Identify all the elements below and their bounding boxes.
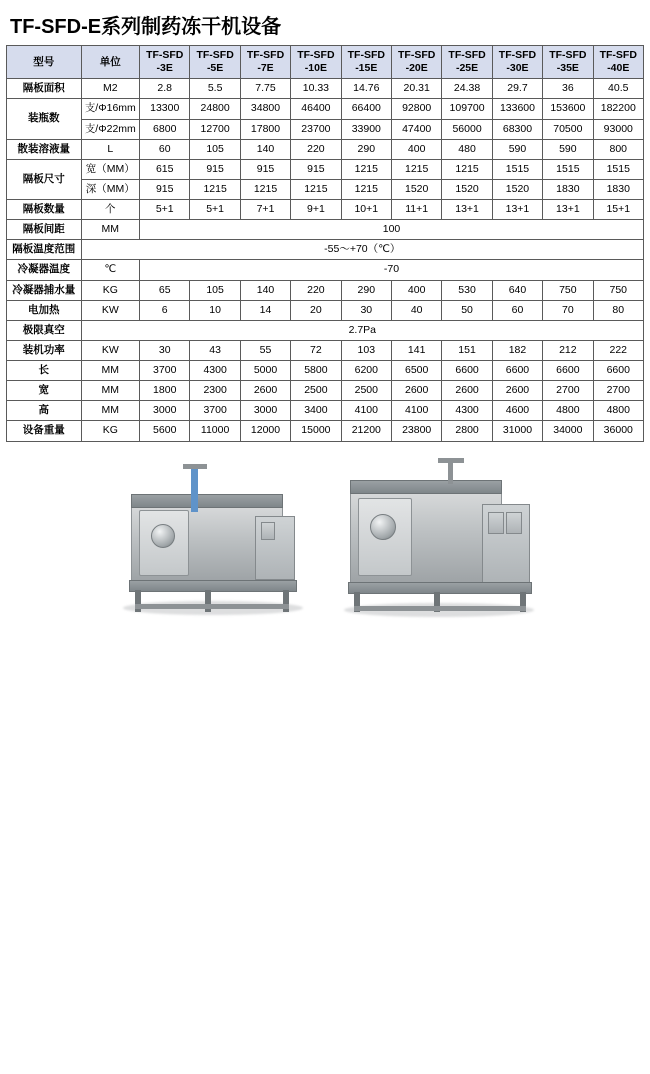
cell-merged: -70 bbox=[140, 260, 644, 280]
cell: 5+1 bbox=[190, 200, 240, 220]
row-label: 隔板数量 bbox=[7, 200, 82, 220]
cell: 23700 bbox=[291, 119, 341, 139]
cell: 60 bbox=[140, 139, 190, 159]
cell: 4300 bbox=[190, 361, 240, 381]
cell: 915 bbox=[291, 159, 341, 179]
cell: 47400 bbox=[391, 119, 441, 139]
cell: 66400 bbox=[341, 99, 391, 119]
cell: 14.76 bbox=[341, 79, 391, 99]
cell: 4800 bbox=[543, 401, 593, 421]
table-row bbox=[7, 401, 644, 421]
cell: 11+1 bbox=[391, 200, 441, 220]
table-row bbox=[7, 179, 644, 199]
freeze-dryer-photo-left bbox=[105, 452, 320, 627]
frame-rail bbox=[354, 606, 526, 611]
header-model-6: TF-SFD -25E bbox=[442, 46, 492, 79]
row-unit: M2 bbox=[81, 79, 139, 99]
cell: 212 bbox=[543, 340, 593, 360]
row-unit: ℃ bbox=[81, 260, 139, 280]
row-label: 极限真空 bbox=[7, 320, 82, 340]
cell: 290 bbox=[341, 280, 391, 300]
table-row bbox=[7, 320, 644, 340]
header-model-0: TF-SFD -3E bbox=[140, 46, 190, 79]
cell: 1515 bbox=[593, 159, 643, 179]
row-unit: KG bbox=[81, 280, 139, 300]
cell: 1520 bbox=[442, 179, 492, 199]
cell: 65 bbox=[140, 280, 190, 300]
row-label: 设备重量 bbox=[7, 421, 82, 441]
cell: 1520 bbox=[391, 179, 441, 199]
cell: 530 bbox=[442, 280, 492, 300]
cell: 915 bbox=[240, 159, 290, 179]
row-unit: MM bbox=[81, 381, 139, 401]
cell: 29.7 bbox=[492, 79, 542, 99]
base-frame bbox=[129, 580, 297, 592]
cell: 480 bbox=[442, 139, 492, 159]
specification-table bbox=[6, 45, 644, 442]
cell: 2.8 bbox=[140, 79, 190, 99]
row-label: 散装溶液量 bbox=[7, 139, 82, 159]
door-porthole-icon bbox=[370, 514, 396, 540]
cell: 400 bbox=[391, 139, 441, 159]
cell: 55 bbox=[240, 340, 290, 360]
cell: 3700 bbox=[140, 361, 190, 381]
cell: 7.75 bbox=[240, 79, 290, 99]
header-model: 型号 bbox=[7, 46, 82, 79]
cell: 2300 bbox=[190, 381, 240, 401]
cell: 93000 bbox=[593, 119, 643, 139]
table-row bbox=[7, 159, 644, 179]
cell: 80 bbox=[593, 300, 643, 320]
cell-merged: 2.7Pa bbox=[81, 320, 643, 340]
table-row bbox=[7, 260, 644, 280]
header-model-8: TF-SFD -35E bbox=[543, 46, 593, 79]
cell: 15+1 bbox=[593, 200, 643, 220]
cell: 40.5 bbox=[593, 79, 643, 99]
cell: 6500 bbox=[391, 361, 441, 381]
cell: 3400 bbox=[291, 401, 341, 421]
cell: 60 bbox=[492, 300, 542, 320]
panel-detail bbox=[261, 522, 275, 540]
table-row bbox=[7, 300, 644, 320]
cell: 13+1 bbox=[442, 200, 492, 220]
row-label: 装机功率 bbox=[7, 340, 82, 360]
table-row bbox=[7, 421, 644, 441]
pipe-cap bbox=[438, 458, 464, 463]
cell: 17800 bbox=[240, 119, 290, 139]
header-model-4: TF-SFD -15E bbox=[341, 46, 391, 79]
cell: 133600 bbox=[492, 99, 542, 119]
header-unit: 单位 bbox=[81, 46, 139, 79]
cell: 36000 bbox=[593, 421, 643, 441]
cell: 2800 bbox=[442, 421, 492, 441]
cell: 15000 bbox=[291, 421, 341, 441]
table-row bbox=[7, 139, 644, 159]
header-model-7: TF-SFD -30E bbox=[492, 46, 542, 79]
cell: 222 bbox=[593, 340, 643, 360]
panel-detail bbox=[506, 512, 522, 534]
cell: 5.5 bbox=[190, 79, 240, 99]
cell: 33900 bbox=[341, 119, 391, 139]
frame-rail bbox=[135, 604, 289, 609]
cell: 590 bbox=[543, 139, 593, 159]
row-unit: MM bbox=[81, 361, 139, 381]
table-row bbox=[7, 340, 644, 360]
cell: 1515 bbox=[492, 159, 542, 179]
row-unit: KW bbox=[81, 340, 139, 360]
cell-merged: 100 bbox=[140, 220, 644, 240]
cell: 2500 bbox=[291, 381, 341, 401]
cell: 153600 bbox=[543, 99, 593, 119]
cell: 182200 bbox=[593, 99, 643, 119]
cell: 3700 bbox=[190, 401, 240, 421]
cell: 4600 bbox=[492, 401, 542, 421]
cell: 1520 bbox=[492, 179, 542, 199]
cell-merged: -55～+70（℃） bbox=[81, 240, 643, 260]
product-photos bbox=[6, 452, 644, 627]
page-title: TF-SFD-E系列制药冻干机设备 bbox=[10, 16, 282, 38]
cell: 20.31 bbox=[391, 79, 441, 99]
row-label: 装瓶数 bbox=[7, 99, 82, 139]
cell: 915 bbox=[140, 179, 190, 199]
cell: 1830 bbox=[593, 179, 643, 199]
cell: 34800 bbox=[240, 99, 290, 119]
header-model-3: TF-SFD -10E bbox=[291, 46, 341, 79]
cell: 5800 bbox=[291, 361, 341, 381]
cell: 13+1 bbox=[543, 200, 593, 220]
table-row bbox=[7, 200, 644, 220]
cell: 2500 bbox=[341, 381, 391, 401]
cell: 13300 bbox=[140, 99, 190, 119]
header-model-1: TF-SFD -5E bbox=[190, 46, 240, 79]
cell: 182 bbox=[492, 340, 542, 360]
cell: 2700 bbox=[593, 381, 643, 401]
cell: 30 bbox=[341, 300, 391, 320]
row-unit: 宽（MM） bbox=[81, 159, 139, 179]
cell: 590 bbox=[492, 139, 542, 159]
cell: 1515 bbox=[543, 159, 593, 179]
cell: 140 bbox=[240, 139, 290, 159]
cell: 103 bbox=[341, 340, 391, 360]
cell: 6600 bbox=[492, 361, 542, 381]
cell: 31000 bbox=[492, 421, 542, 441]
cell: 1215 bbox=[442, 159, 492, 179]
row-unit: KG bbox=[81, 421, 139, 441]
cell: 43 bbox=[190, 340, 240, 360]
cell: 10+1 bbox=[341, 200, 391, 220]
row-unit: L bbox=[81, 139, 139, 159]
table-row bbox=[7, 79, 644, 99]
row-label: 冷凝器捕水量 bbox=[7, 280, 82, 300]
cell: 3000 bbox=[240, 401, 290, 421]
cell: 1830 bbox=[543, 179, 593, 199]
pipe-cap bbox=[183, 464, 207, 469]
cell: 40 bbox=[391, 300, 441, 320]
cell: 400 bbox=[391, 280, 441, 300]
cell: 1215 bbox=[341, 179, 391, 199]
cell: 1215 bbox=[391, 159, 441, 179]
row-label: 隔板温度范围 bbox=[7, 240, 82, 260]
vent-pipe bbox=[448, 460, 453, 484]
cell: 2600 bbox=[240, 381, 290, 401]
cell: 4100 bbox=[341, 401, 391, 421]
cell: 1215 bbox=[291, 179, 341, 199]
header-model-9: TF-SFD -40E bbox=[593, 46, 643, 79]
table-row bbox=[7, 361, 644, 381]
cell: 141 bbox=[391, 340, 441, 360]
chamber-top bbox=[350, 480, 502, 494]
cell: 92800 bbox=[391, 99, 441, 119]
cell: 50 bbox=[442, 300, 492, 320]
cell: 70500 bbox=[543, 119, 593, 139]
cell: 640 bbox=[492, 280, 542, 300]
cell: 105 bbox=[190, 280, 240, 300]
cell: 11000 bbox=[190, 421, 240, 441]
cell: 2700 bbox=[543, 381, 593, 401]
cell: 2600 bbox=[391, 381, 441, 401]
chamber-top bbox=[131, 494, 283, 508]
row-label: 长 bbox=[7, 361, 82, 381]
cell: 23800 bbox=[391, 421, 441, 441]
cell: 24800 bbox=[190, 99, 240, 119]
cell: 56000 bbox=[442, 119, 492, 139]
cell: 5+1 bbox=[140, 200, 190, 220]
cell: 6600 bbox=[543, 361, 593, 381]
cell: 72 bbox=[291, 340, 341, 360]
cell: 915 bbox=[190, 159, 240, 179]
table-row bbox=[7, 381, 644, 401]
row-unit: MM bbox=[81, 401, 139, 421]
cell: 34000 bbox=[543, 421, 593, 441]
row-unit: KW bbox=[81, 300, 139, 320]
cell: 6 bbox=[140, 300, 190, 320]
cell: 2600 bbox=[442, 381, 492, 401]
cell: 14 bbox=[240, 300, 290, 320]
cell: 10 bbox=[190, 300, 240, 320]
header-model-5: TF-SFD -20E bbox=[391, 46, 441, 79]
cell: 21200 bbox=[341, 421, 391, 441]
cell: 109700 bbox=[442, 99, 492, 119]
cell: 220 bbox=[291, 280, 341, 300]
row-label: 宽 bbox=[7, 381, 82, 401]
cell: 6800 bbox=[140, 119, 190, 139]
row-unit: 深（MM） bbox=[81, 179, 139, 199]
panel-detail bbox=[488, 512, 504, 534]
cell: 4300 bbox=[442, 401, 492, 421]
cell: 36 bbox=[543, 79, 593, 99]
cell: 13+1 bbox=[492, 200, 542, 220]
row-unit: MM bbox=[81, 220, 139, 240]
cell: 1800 bbox=[140, 381, 190, 401]
cell: 30 bbox=[140, 340, 190, 360]
table-header-row bbox=[7, 46, 644, 79]
table-row bbox=[7, 99, 644, 119]
row-label: 高 bbox=[7, 401, 82, 421]
cell: 4100 bbox=[391, 401, 441, 421]
cell: 5600 bbox=[140, 421, 190, 441]
cell: 68300 bbox=[492, 119, 542, 139]
table-row bbox=[7, 220, 644, 240]
cell: 10.33 bbox=[291, 79, 341, 99]
cell: 615 bbox=[140, 159, 190, 179]
cell: 1215 bbox=[341, 159, 391, 179]
cell: 105 bbox=[190, 139, 240, 159]
cell: 750 bbox=[593, 280, 643, 300]
row-label: 电加热 bbox=[7, 300, 82, 320]
freeze-dryer-photo-right bbox=[330, 452, 545, 627]
cell: 1215 bbox=[190, 179, 240, 199]
cell: 46400 bbox=[291, 99, 341, 119]
base-frame bbox=[348, 582, 532, 594]
header-model-2: TF-SFD -7E bbox=[240, 46, 290, 79]
row-label: 冷凝器温度 bbox=[7, 260, 82, 280]
cell: 151 bbox=[442, 340, 492, 360]
cell: 6600 bbox=[442, 361, 492, 381]
cell: 24.38 bbox=[442, 79, 492, 99]
row-label: 隔板尺寸 bbox=[7, 159, 82, 199]
cell: 800 bbox=[593, 139, 643, 159]
cell: 12000 bbox=[240, 421, 290, 441]
cell: 4800 bbox=[593, 401, 643, 421]
cell: 2600 bbox=[492, 381, 542, 401]
cell: 6600 bbox=[593, 361, 643, 381]
cell: 290 bbox=[341, 139, 391, 159]
cell: 750 bbox=[543, 280, 593, 300]
cell: 7+1 bbox=[240, 200, 290, 220]
cell: 70 bbox=[543, 300, 593, 320]
cell: 140 bbox=[240, 280, 290, 300]
cell: 12700 bbox=[190, 119, 240, 139]
row-label: 隔板面积 bbox=[7, 79, 82, 99]
table-row bbox=[7, 280, 644, 300]
door-porthole-icon bbox=[151, 524, 175, 548]
cell: 5000 bbox=[240, 361, 290, 381]
cell: 20 bbox=[291, 300, 341, 320]
row-label: 隔板间距 bbox=[7, 220, 82, 240]
cell: 1215 bbox=[240, 179, 290, 199]
row-unit: 支/Φ16mm bbox=[81, 99, 139, 119]
cell: 3000 bbox=[140, 401, 190, 421]
row-unit: 个 bbox=[81, 200, 139, 220]
cell: 220 bbox=[291, 139, 341, 159]
table-row bbox=[7, 119, 644, 139]
cell: 9+1 bbox=[291, 200, 341, 220]
cell: 6200 bbox=[341, 361, 391, 381]
blue-pipe bbox=[191, 468, 198, 512]
table-row bbox=[7, 240, 644, 260]
row-unit: 支/Φ22mm bbox=[81, 119, 139, 139]
